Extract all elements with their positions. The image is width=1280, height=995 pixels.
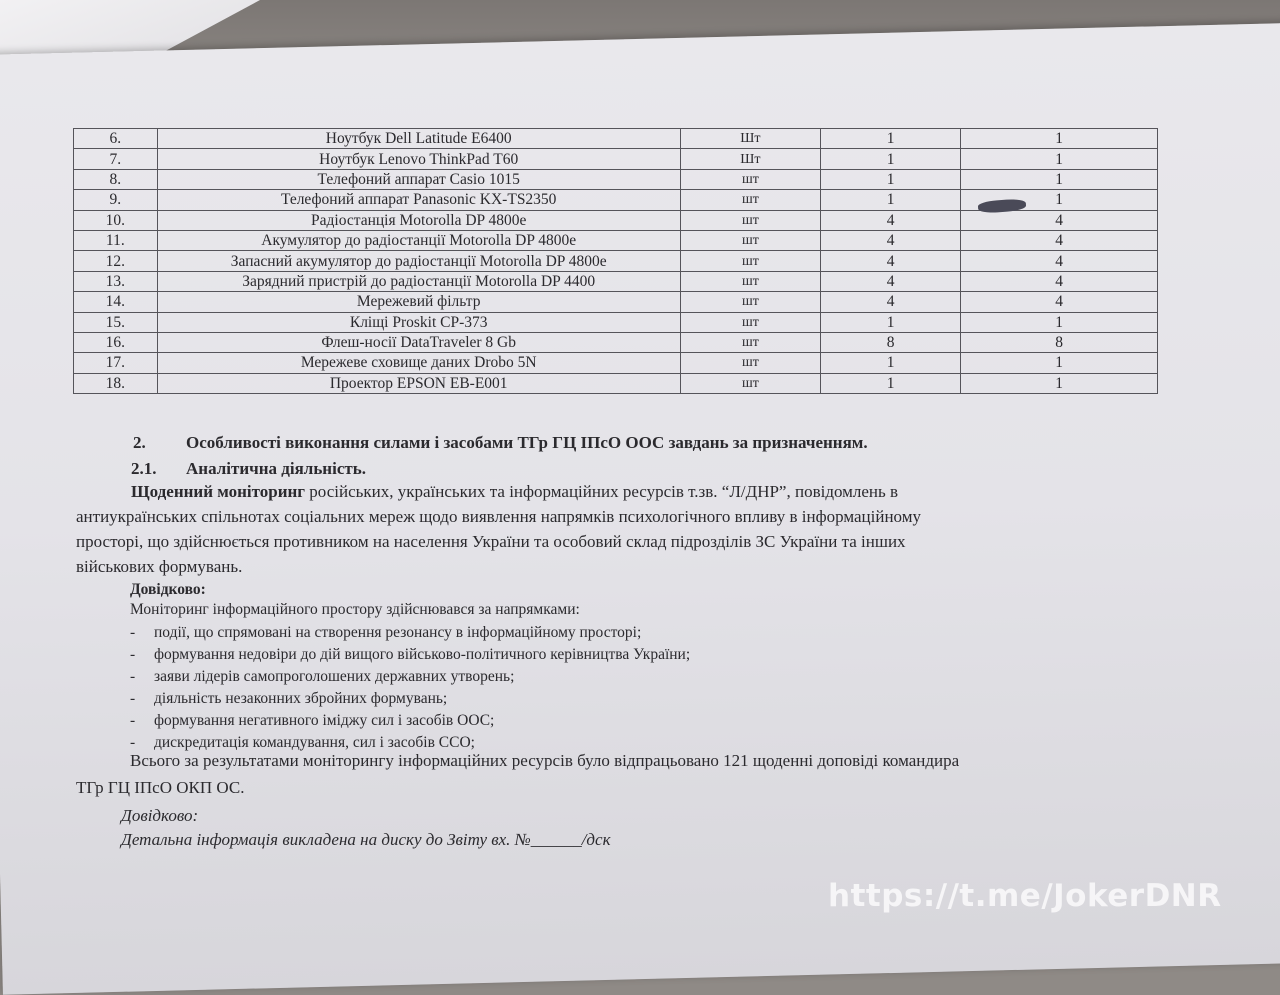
table-row <box>74 292 1158 312</box>
table-row <box>74 129 1158 149</box>
quantity-cell: 1 <box>821 169 961 189</box>
item-name: Телефоний аппарат Panasonic KX-TS2350 <box>157 190 680 210</box>
row-number: 9. <box>74 190 158 210</box>
row-number: 18. <box>74 373 158 393</box>
bullet-dash: - <box>130 712 136 729</box>
unit-cell: шт <box>680 353 820 373</box>
paragraph-1-line-1 <box>131 482 1178 502</box>
row-number: 10. <box>74 210 158 230</box>
list-item: дискредитація командування, сил і засобів ССО; <box>154 734 475 751</box>
quantity-actual-cell: 4 <box>961 210 1158 230</box>
summary-line-2: ТГр ГЦ ІПсО ОКП ОС. <box>76 778 245 797</box>
unit-cell: шт <box>680 210 820 230</box>
quantity-actual-cell: 1 <box>961 169 1158 189</box>
unit-cell: шт <box>680 230 820 250</box>
table-row <box>74 169 1158 189</box>
quantity-actual-cell: 4 <box>961 292 1158 312</box>
row-number: 15. <box>74 312 158 332</box>
paragraph-1-rest: російських, українських та інформаційних ресурсів т.зв. “Л/ДНР”, повідомлень в <box>309 482 899 501</box>
quantity-actual-cell: 4 <box>961 271 1158 291</box>
quantity-cell: 1 <box>821 353 961 373</box>
unit-cell: шт <box>680 169 820 189</box>
unit-cell: Шт <box>680 129 820 149</box>
quantity-cell: 1 <box>821 312 961 332</box>
bullet-dash: - <box>130 646 136 663</box>
quantity-actual-cell: 1 <box>961 373 1158 393</box>
item-name: Флеш-носії DataTraveler 8 Gb <box>157 332 680 352</box>
unit-cell: шт <box>680 332 820 352</box>
watermark-text: https://t.me/JokerDNR <box>828 878 1222 914</box>
list-item: події, що спрямовані на створення резонансу в інформаційному просторі; <box>154 624 642 641</box>
note-1-intro: Моніторинг інформаційного простору здійснювався за напрямками: <box>130 601 580 618</box>
equipment-table <box>73 128 1158 394</box>
paragraph-1-line-2: антиукраїнських спільнотах соціальних мереж щодо виявлення напрямків психологічного впливу в інформаційному <box>76 507 921 526</box>
item-name: Мережеве сховище даних Drobo 5N <box>157 353 680 373</box>
list-item: формування недовіри до дій вищого військово-політичного керівництва України; <box>154 646 691 663</box>
section-2-1-title: Аналітична діяльність. <box>186 459 366 478</box>
table-row <box>74 251 1158 271</box>
bullet-dash: - <box>130 734 136 751</box>
table-row <box>74 149 1158 169</box>
table-row <box>74 353 1158 373</box>
quantity-actual-cell: 1 <box>961 190 1158 210</box>
unit-cell: шт <box>680 271 820 291</box>
quantity-actual-cell: 1 <box>961 129 1158 149</box>
row-number: 11. <box>74 230 158 250</box>
item-name: Кліщі Proskit CP-373 <box>157 312 680 332</box>
bullet-dash: - <box>130 668 136 685</box>
paragraph-1-lead: Щоденний моніторинг <box>131 482 306 501</box>
section-2-title: Особливості виконання силами і засобами ТГр ГЦ ІПсО ООС завдань за призначенням. <box>186 433 868 452</box>
quantity-cell: 4 <box>821 271 961 291</box>
quantity-cell: 4 <box>821 251 961 271</box>
equipment-table-body <box>74 129 1158 394</box>
quantity-cell: 4 <box>821 292 961 312</box>
quantity-cell: 8 <box>821 332 961 352</box>
item-name: Запасний акумулятор до радіостанції Motorolla DP 4800e <box>157 251 680 271</box>
list-item: формування негативного іміджу сил і засобів ООС; <box>154 712 495 729</box>
list-item: заяви лідерів самопроголошених державних утворень; <box>154 668 515 685</box>
paragraph-1-line-4: військових формувань. <box>76 557 243 576</box>
table-row <box>74 312 1158 332</box>
row-number: 12. <box>74 251 158 271</box>
summary-line-1: Всього за результатами моніторингу інформаційних ресурсів було відпрацьовано 121 щоденні доповіді командира <box>130 751 960 770</box>
paragraph-1-line-3: просторі, що здійснюється противником на населення України та особовий склад підрозділів ЗС України та інших <box>76 532 906 551</box>
section-2-number: 2. <box>133 433 146 452</box>
row-number: 7. <box>74 149 158 169</box>
table-row <box>74 373 1158 393</box>
list-item: діяльність незаконних збройних формувань; <box>154 690 448 707</box>
row-number: 16. <box>74 332 158 352</box>
row-number: 13. <box>74 271 158 291</box>
item-name: Акумулятор до радіостанції Motorolla DP 4800e <box>157 230 680 250</box>
bullet-dash: - <box>130 624 136 641</box>
unit-cell: шт <box>680 292 820 312</box>
quantity-cell: 1 <box>821 373 961 393</box>
table-row <box>74 271 1158 291</box>
quantity-actual-cell: 1 <box>961 149 1158 169</box>
item-name: Ноутбук Lenovo ThinkPad T60 <box>157 149 680 169</box>
row-number: 17. <box>74 353 158 373</box>
note-2-label: Довідково: <box>121 806 199 825</box>
table-row <box>74 332 1158 352</box>
item-name: Радіостанція Motorolla DP 4800e <box>157 210 680 230</box>
quantity-actual-cell: 4 <box>961 251 1158 271</box>
row-number: 6. <box>74 129 158 149</box>
quantity-actual-cell: 1 <box>961 353 1158 373</box>
unit-cell: Шт <box>680 149 820 169</box>
quantity-actual-cell: 8 <box>961 332 1158 352</box>
unit-cell: шт <box>680 312 820 332</box>
table-row <box>74 210 1158 230</box>
quantity-cell: 1 <box>821 190 961 210</box>
quantity-cell: 1 <box>821 149 961 169</box>
quantity-cell: 4 <box>821 230 961 250</box>
item-name: Телефоний аппарат Casio 1015 <box>157 169 680 189</box>
table-row <box>74 230 1158 250</box>
quantity-actual-cell: 1 <box>961 312 1158 332</box>
bullet-dash: - <box>130 690 136 707</box>
note-2-text: Детальна інформація викладена на диску до Звіту вх. №______/дск <box>121 830 611 849</box>
note-1-label: Довідково: <box>130 581 206 598</box>
item-name: Ноутбук Dell Latitude E6400 <box>157 129 680 149</box>
item-name: Проектор EPSON EB-E001 <box>157 373 680 393</box>
quantity-actual-cell: 4 <box>961 230 1158 250</box>
section-2-1-number: 2.1. <box>131 459 157 478</box>
row-number: 8. <box>74 169 158 189</box>
unit-cell: шт <box>680 251 820 271</box>
item-name: Зарядний пристрій до радіостанції Motorolla DP 4400 <box>157 271 680 291</box>
row-number: 14. <box>74 292 158 312</box>
quantity-cell: 1 <box>821 129 961 149</box>
item-name: Мережевий фільтр <box>157 292 680 312</box>
quantity-cell: 4 <box>821 210 961 230</box>
unit-cell: шт <box>680 373 820 393</box>
unit-cell: шт <box>680 190 820 210</box>
